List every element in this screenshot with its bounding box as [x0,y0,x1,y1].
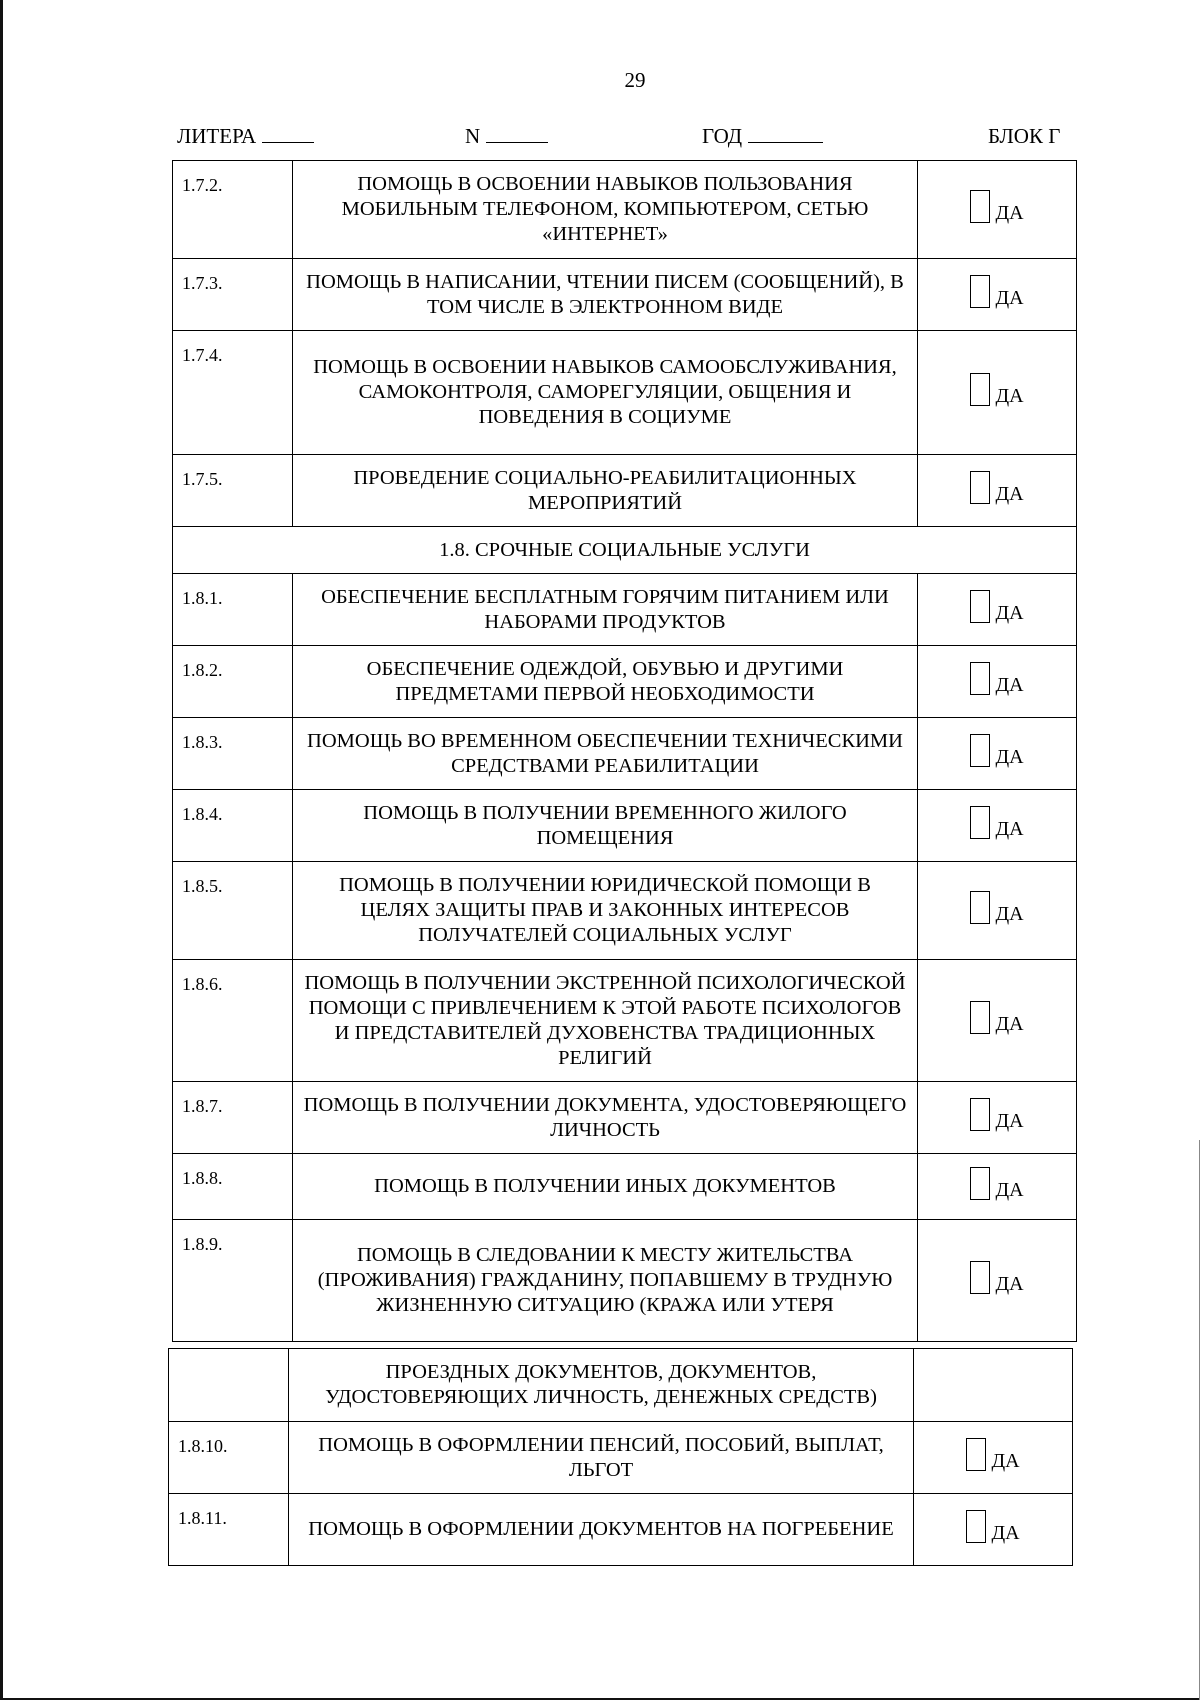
yes-label: ДА [991,1449,1020,1472]
yes-option [970,373,1023,406]
yes-label: ДА [995,817,1024,840]
god-blank[interactable] [748,124,823,143]
item-number: 1.8.2. [173,646,293,718]
n-field [465,124,548,149]
yes-label: ДА [995,201,1024,224]
item-number: 1.8.5. [173,862,293,960]
table-row [173,455,1077,527]
yes-option [970,806,1023,839]
yes-checkbox[interactable] [970,590,990,623]
table-row [173,259,1077,331]
option-cell [918,574,1077,646]
item-description: ПОМОЩЬ В ПОЛУЧЕНИИ ЭКСТРЕННОЙ ПСИХОЛОГИЧЕСКОЙ ПОМОЩИ С ПРИВЛЕЧЕНИЕМ К ЭТОЙ РАБОТЕ ПСИХОЛОГОВ И ПРЕДСТАВИТЕЛЕЙ ДУХОВЕНСТВА ТРАДИЦИОННЫХ РЕЛИГИЙ [293,960,918,1082]
yes-label: ДА [995,902,1024,925]
item-number: 1.8.8. [173,1154,293,1220]
item-number: 1.7.5. [173,455,293,527]
yes-option [970,190,1023,223]
item-number: 1.8.6. [173,960,293,1082]
table-row [173,331,1077,455]
item-number: 1.7.4. [173,331,293,455]
yes-checkbox[interactable] [970,1001,990,1034]
yes-checkbox[interactable] [970,275,990,308]
item-description: ПОМОЩЬ В ОСВОЕНИИ НАВЫКОВ САМООБСЛУЖИВАНИЯ, САМОКОНТРОЛЯ, САМОРЕГУЛЯЦИИ, ОБЩЕНИЯ И ПОВЕДЕНИЯ В СОЦИУМЕ [293,331,918,455]
option-cell [918,455,1077,527]
yes-label: ДА [995,384,1024,407]
item-number: 1.8.1. [173,574,293,646]
item-description: ОБЕСПЕЧЕНИЕ ОДЕЖДОЙ, ОБУВЬЮ И ДРУГИМИ ПРЕДМЕТАМИ ПЕРВОЙ НЕОБХОДИМОСТИ [293,646,918,718]
yes-checkbox[interactable] [970,1261,990,1294]
table-row [173,161,1077,259]
option-cell [918,259,1077,331]
item-description: ПОМОЩЬ В СЛЕДОВАНИИ К МЕСТУ ЖИТЕЛЬСТВА (ПРОЖИВАНИЯ) ГРАЖДАНИНУ, ПОПАВШЕМУ В ТРУДНУЮ ЖИЗНЕННУЮ СИТУАЦИЮ (КРАЖА ИЛИ УТЕРЯ [293,1220,918,1342]
yes-label: ДА [995,745,1024,768]
item-description: ПОМОЩЬ В НАПИСАНИИ, ЧТЕНИИ ПИСЕМ (СООБЩЕНИЙ), В ТОМ ЧИСЛЕ В ЭЛЕКТРОННОМ ВИДЕ [293,259,918,331]
yes-checkbox[interactable] [970,190,990,223]
yes-option [970,734,1023,767]
page-left-edge [0,0,3,1700]
yes-option [970,471,1023,504]
yes-label: ДА [995,1109,1024,1132]
table-row [173,1082,1077,1154]
item-description: ОБЕСПЕЧЕНИЕ БЕСПЛАТНЫМ ГОРЯЧИМ ПИТАНИЕМ ИЛИ НАБОРАМИ ПРОДУКТОВ [293,574,918,646]
yes-checkbox[interactable] [970,373,990,406]
yes-label: ДА [995,1178,1024,1201]
yes-checkbox[interactable] [970,891,990,924]
yes-label: ДА [995,482,1024,505]
yes-checkbox[interactable] [966,1438,986,1471]
yes-checkbox[interactable] [970,471,990,504]
litera-label: ЛИТЕРА [177,124,257,148]
item-number: 1.8.3. [173,718,293,790]
item-description: ПОМОЩЬ В ПОЛУЧЕНИИ ДОКУМЕНТА, УДОСТОВЕРЯЮЩЕГО ЛИЧНОСТЬ [293,1082,918,1154]
option-cell [918,1154,1077,1220]
god-label: ГОД [702,124,743,148]
litera-field [177,124,314,149]
item-description: ПОМОЩЬ В ПОЛУЧЕНИИ ЮРИДИЧЕСКОЙ ПОМОЩИ В ЦЕЛЯХ ЗАЩИТЫ ПРАВ И ЗАКОННЫХ ИНТЕРЕСОВ ПОЛУЧАТЕЛЕЙ СОЦИАЛЬНЫХ УСЛУГ [293,862,918,960]
item-description: ПРОВЕДЕНИЕ СОЦИАЛЬНО-РЕАБИЛИТАЦИОННЫХ МЕРОПРИЯТИЙ [293,455,918,527]
yes-option [970,662,1023,695]
yes-option [970,891,1023,924]
item-number: 1.8.11. [169,1494,289,1566]
yes-option [966,1438,1019,1471]
item-number: 1.8.4. [173,790,293,862]
section-row [173,527,1077,574]
section-heading: 1.8. СРОЧНЫЕ СОЦИАЛЬНЫЕ УСЛУГИ [173,527,1077,574]
item-description: ПОМОЩЬ В ОСВОЕНИИ НАВЫКОВ ПОЛЬЗОВАНИЯ МОБИЛЬНЫМ ТЕЛЕФОНОМ, КОМПЬЮТЕРОМ, СЕТЬЮ «ИНТЕРНЕТ» [293,161,918,259]
option-cell [918,1220,1077,1342]
option-cell [914,1422,1073,1494]
yes-option [970,1261,1023,1294]
services-table-2 [168,1348,1073,1566]
yes-label: ДА [995,1012,1024,1035]
option-cell [918,862,1077,960]
yes-checkbox[interactable] [970,1098,990,1131]
yes-option [966,1510,1019,1543]
item-number [169,1349,289,1422]
table-row [173,574,1077,646]
table-row [173,718,1077,790]
table-row [173,960,1077,1082]
yes-checkbox[interactable] [966,1510,986,1543]
option-cell-empty [914,1349,1073,1422]
item-number: 1.8.9. [173,1220,293,1342]
yes-label: ДА [995,1272,1024,1295]
table-row [173,1220,1077,1342]
table-row [173,790,1077,862]
table-row [173,862,1077,960]
item-description: ПОМОЩЬ В ПОЛУЧЕНИИ ВРЕМЕННОГО ЖИЛОГО ПОМЕЩЕНИЯ [293,790,918,862]
yes-checkbox[interactable] [970,734,990,767]
yes-option [970,1098,1023,1131]
item-description: ПОМОЩЬ ВО ВРЕМЕННОМ ОБЕСПЕЧЕНИИ ТЕХНИЧЕСКИМИ СРЕДСТВАМИ РЕАБИЛИТАЦИИ [293,718,918,790]
yes-label: ДА [995,673,1024,696]
option-cell [918,1082,1077,1154]
yes-option [970,590,1023,623]
item-number: 1.7.3. [173,259,293,331]
yes-checkbox[interactable] [970,806,990,839]
table-row [169,1349,1073,1422]
table-row [173,646,1077,718]
litera-blank[interactable] [262,124,314,143]
yes-label: ДА [995,601,1024,624]
option-cell [918,646,1077,718]
god-field [702,124,823,149]
yes-option [970,275,1023,308]
n-blank[interactable] [486,124,548,143]
yes-option [970,1167,1023,1200]
yes-checkbox[interactable] [970,662,990,695]
item-number: 1.7.2. [173,161,293,259]
services-table-1 [172,160,1077,1342]
item-description: ПОМОЩЬ В ОФОРМЛЕНИИ ДОКУМЕНТОВ НА ПОГРЕБЕНИЕ [289,1494,914,1566]
yes-label: ДА [991,1521,1020,1544]
option-cell [918,331,1077,455]
option-cell [914,1494,1073,1566]
yes-label: ДА [995,286,1024,309]
item-description: ПОМОЩЬ В ПОЛУЧЕНИИ ИНЫХ ДОКУМЕНТОВ [293,1154,918,1220]
yes-option [970,1001,1023,1034]
block-label: БЛОК Г [988,124,1061,148]
option-cell [918,161,1077,259]
n-label: N [465,124,481,148]
option-cell [918,718,1077,790]
table-row [169,1422,1073,1494]
item-number: 1.8.10. [169,1422,289,1494]
option-cell [918,790,1077,862]
yes-checkbox[interactable] [970,1167,990,1200]
item-description: ПРОЕЗДНЫХ ДОКУМЕНТОВ, ДОКУМЕНТОВ, УДОСТОВЕРЯЮЩИХ ЛИЧНОСТЬ, ДЕНЕЖНЫХ СРЕДСТВ) [289,1349,914,1422]
item-description: ПОМОЩЬ В ОФОРМЛЕНИИ ПЕНСИЙ, ПОСОБИЙ, ВЫПЛАТ, ЛЬГОТ [289,1422,914,1494]
page-number: 29 [624,68,646,92]
option-cell [918,960,1077,1082]
table-row [169,1494,1073,1566]
table-row [173,1154,1077,1220]
item-number: 1.8.7. [173,1082,293,1154]
